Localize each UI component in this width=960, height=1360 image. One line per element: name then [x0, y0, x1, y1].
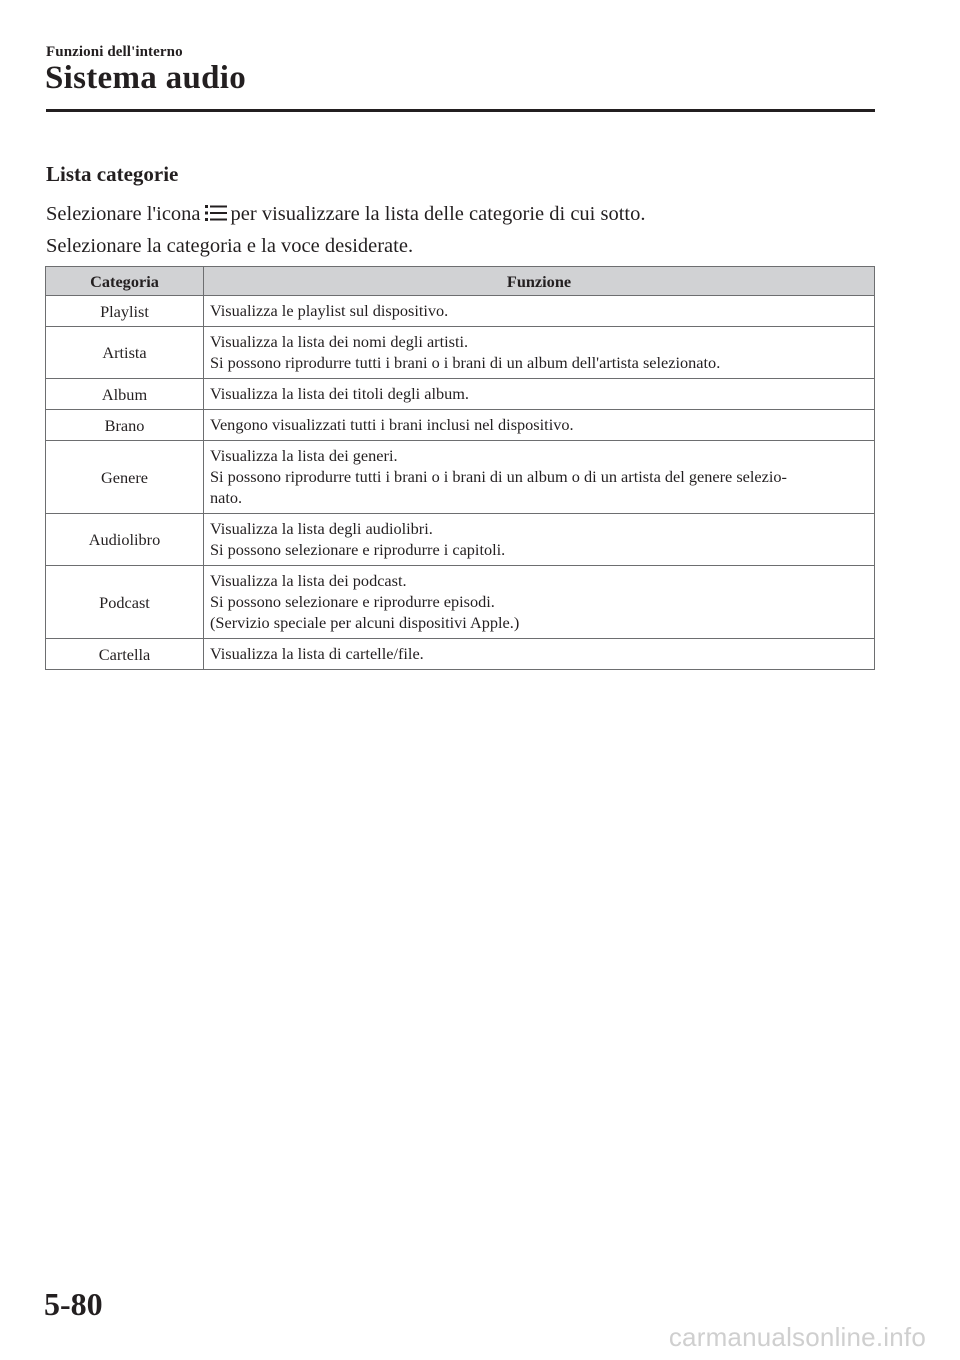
category-cell: Audiolibro — [46, 514, 204, 566]
function-cell — [204, 514, 875, 566]
header-categoria: Categoria — [46, 267, 204, 296]
category-table — [45, 266, 875, 670]
function-line: Si possono selezionare e riprodurre i capitoli. — [210, 540, 506, 559]
title-rule — [46, 109, 875, 112]
table-row — [46, 639, 875, 670]
function-cell — [204, 379, 875, 410]
intro-line-2: Selezionare la categoria e la voce desiderate. — [46, 235, 414, 257]
function-cell — [204, 410, 875, 441]
table-row — [46, 296, 875, 327]
page-title: Sistema audio — [45, 60, 247, 96]
function-cell — [204, 441, 875, 514]
function-line: Vengono visualizzati tutti i brani inclusi nel dispositivo. — [210, 415, 574, 434]
category-cell: Artista — [46, 327, 204, 379]
function-cell — [204, 639, 875, 670]
function-line: Si possono riprodurre tutti i brani o i brani di un album o di un artista del genere selezio- — [210, 467, 787, 486]
function-line: Visualizza la lista dei generi. — [210, 446, 398, 465]
function-line: Visualizza la lista di cartelle/file. — [210, 644, 424, 663]
watermark: carmanualsonline.info — [668, 1322, 926, 1352]
table-row — [46, 379, 875, 410]
category-cell: Genere — [46, 441, 204, 514]
list-icon — [205, 201, 227, 231]
function-cell — [204, 296, 875, 327]
section-kicker: Funzioni dell'interno — [46, 44, 183, 60]
table-row — [46, 566, 875, 639]
category-cell: Cartella — [46, 639, 204, 670]
category-cell: Album — [46, 379, 204, 410]
function-line: nato. — [210, 488, 243, 507]
function-line: Si possono riprodurre tutti i brani o i brani di un album dell'artista selezionato. — [210, 353, 721, 372]
function-line: (Servizio speciale per alcuni dispositivi Apple.) — [210, 613, 520, 632]
function-line: Visualizza la lista dei titoli degli album. — [210, 384, 470, 403]
subheading: Lista categorie — [46, 162, 179, 186]
function-cell — [204, 566, 875, 639]
intro-line-1-start: Selezionare l'icona — [46, 203, 201, 225]
category-cell: Podcast — [46, 566, 204, 639]
function-line: Si possono selezionare e riprodurre episodi. — [210, 592, 495, 611]
header-funzione: Funzione — [204, 267, 875, 296]
intro-text — [46, 199, 646, 261]
category-cell: Brano — [46, 410, 204, 441]
table-row — [46, 410, 875, 441]
function-line: Visualizza la lista degli audiolibri. — [210, 519, 433, 538]
function-line: Visualizza la lista dei nomi degli artisti. — [210, 332, 469, 351]
table-row — [46, 441, 875, 514]
function-line: Visualizza la lista dei podcast. — [210, 571, 407, 590]
category-cell: Playlist — [46, 296, 204, 327]
table-header-row — [46, 267, 875, 296]
intro-line-1-end: per visualizzare la lista delle categorie di cui sotto. — [230, 203, 646, 225]
table-row — [46, 514, 875, 566]
table-row — [46, 327, 875, 379]
intro-line-1 — [46, 199, 646, 231]
function-cell — [204, 327, 875, 379]
page-number: 5-80 — [44, 1286, 103, 1322]
function-line: Visualizza le playlist sul dispositivo. — [210, 301, 449, 320]
